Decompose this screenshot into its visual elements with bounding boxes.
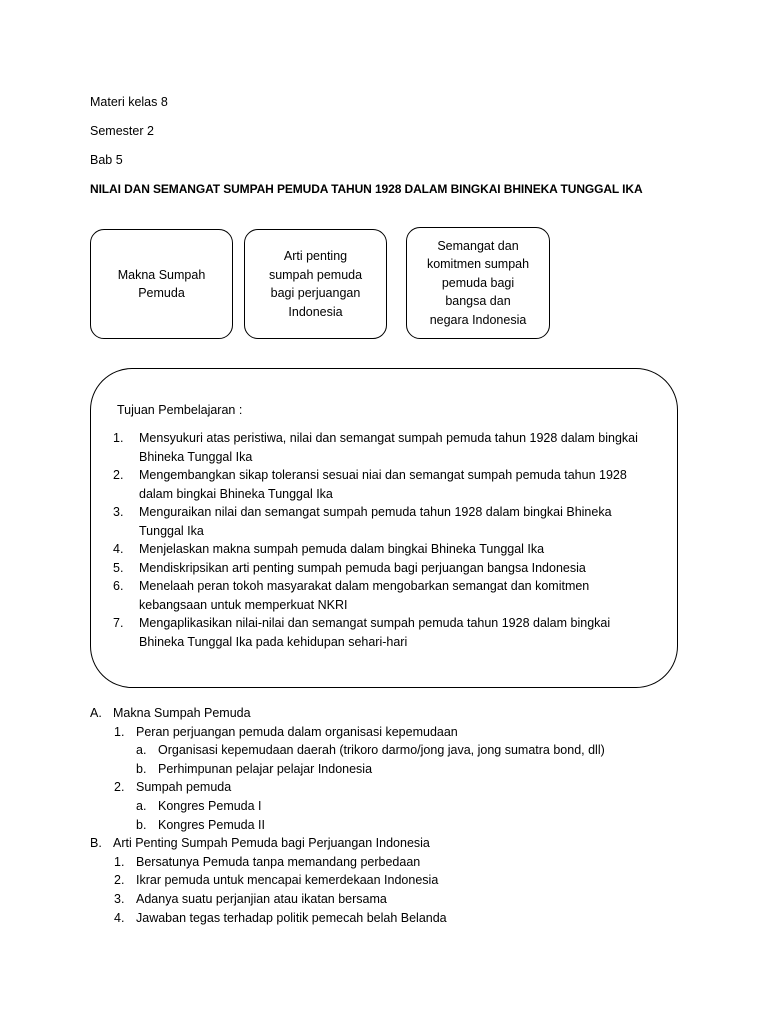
- list-item: 4. Jawaban tegas terhadap politik pemecah belah Belanda: [114, 910, 447, 925]
- list-item: 2. Mengembangkan sikap toleransi sesuai niai dan semangat sumpah pemuda tahun 1928 dalam bingkai Bhineka Tunggal Ika: [113, 468, 627, 501]
- content-outline: [90, 704, 710, 927]
- topic-box-1: Makna Sumpah Pemuda: [90, 229, 233, 339]
- list-item: 1. Mensyukuri atas peristiwa, nilai dan semangat sumpah pemuda tahun 1928 dalam bingkai Bhineka Tunggal Ika: [113, 431, 638, 464]
- learning-goals-list: [113, 429, 653, 651]
- list-item: a. Kongres Pemuda I: [136, 798, 262, 813]
- topic-box-3: Semangat dan komitmen sumpah pemuda bagi bangsa dan negara Indonesia: [406, 227, 550, 339]
- list-item: 4. Menjelaskan makna sumpah pemuda dalam bingkai Bhineka Tunggal Ika: [113, 542, 545, 556]
- list-item: 7. Mengaplikasikan nilai-nilai dan semangat sumpah pemuda tahun 1928 dalam bingkai Bhineka Tunggal Ika pada kehidupan sehari-hari: [113, 616, 611, 649]
- list-item: a. Organisasi kepemudaan daerah (trikoro darmo/jong java, jong sumatra bond, dll): [136, 743, 605, 758]
- section-a-title: A. Makna Sumpah Pemuda: [90, 706, 251, 720]
- list-item: 1. Peran perjuangan pemuda dalam organisasi kepemudaan: [114, 724, 458, 739]
- document-title: NILAI DAN SEMANGAT SUMPAH PEMUDA TAHUN 1928 DALAM BINGKAI BHINEKA TUNGGAL IKA: [90, 182, 643, 196]
- list-item: b. Perhimpunan pelajar pelajar Indonesia: [136, 761, 373, 776]
- list-item: 3. Adanya suatu perjanjian atau ikatan bersama: [114, 891, 387, 906]
- list-item: 2. Sumpah pemuda: [114, 780, 232, 795]
- list-item: 2. Ikrar pemuda untuk mencapai kemerdekaan Indonesia: [114, 873, 439, 888]
- topic-box-2: Arti penting sumpah pemuda bagi perjuangan Indonesia: [244, 229, 387, 339]
- list-item: b. Kongres Pemuda II: [136, 817, 266, 832]
- list-item: 1. Bersatunya Pemuda tanpa memandang perbedaan: [114, 854, 421, 869]
- list-item: 3. Menguraikan nilai dan semangat sumpah pemuda tahun 1928 dalam bingkai Bhineka Tunggal Ika: [113, 505, 612, 538]
- class-label: Materi kelas 8: [90, 95, 168, 109]
- learning-goals-panel: [90, 368, 678, 688]
- section-b-title: B. Arti Penting Sumpah Pemuda bagi Perjuangan Indonesia: [90, 836, 430, 851]
- semester-label: Semester 2: [90, 124, 154, 138]
- list-item: 6. Menelaah peran tokoh masyarakat dalam mengobarkan semangat dan komitmen kebangsaan untuk memperkuat NKRI: [113, 579, 590, 612]
- learning-goals-heading: Tujuan Pembelajaran :: [117, 403, 243, 417]
- chapter-label: Bab 5: [90, 153, 123, 167]
- list-item: 5. Mendiskripsikan arti penting sumpah pemuda bagi perjuangan bangsa Indonesia: [113, 560, 586, 575]
